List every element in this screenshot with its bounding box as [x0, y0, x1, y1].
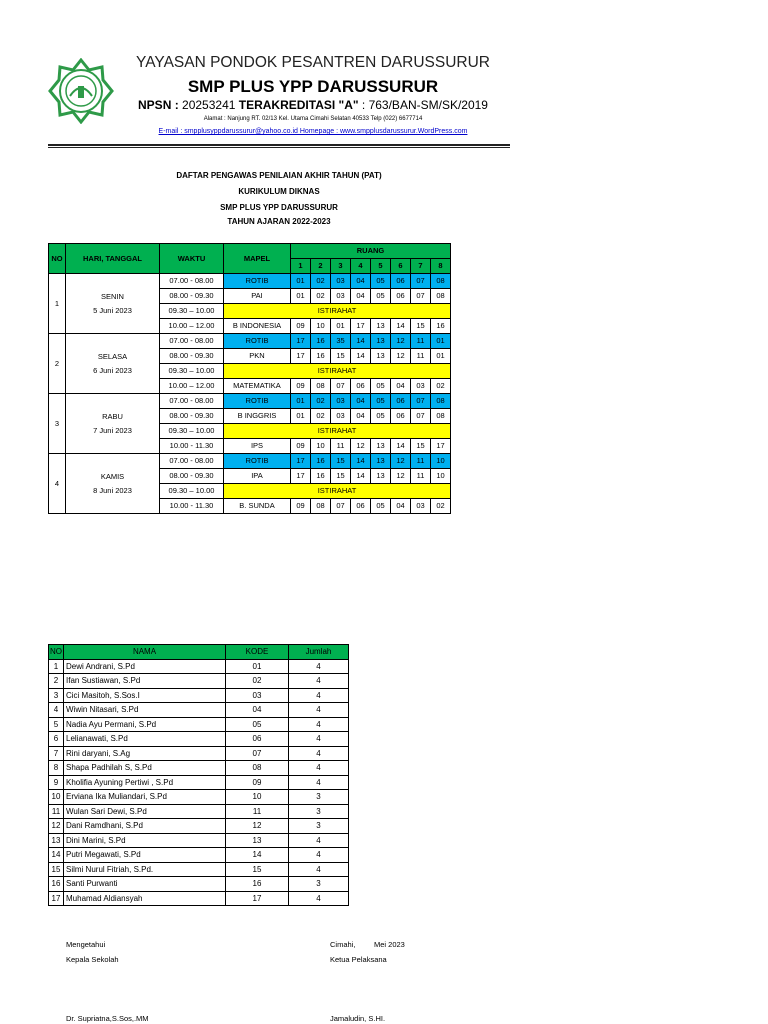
supervisor-body [49, 645, 349, 906]
supervisor-code: 11 [411, 454, 431, 469]
supervisor-code: 11 [226, 804, 289, 819]
day-date: 7 Juni 2023 [93, 425, 132, 435]
supervisor-code: 11 [411, 349, 431, 364]
supervisor-code: 04 [351, 289, 371, 304]
break-label: ISTIRAHAT [224, 364, 451, 379]
subject-name: PKN [224, 349, 291, 364]
supervisor-code: 15 [331, 454, 351, 469]
supervisor-name: Nadia Ayu Permani, S.Pd [64, 717, 226, 732]
time-slot: 07.00 - 08.00 [160, 334, 224, 349]
supervisor-name: Muhamad Aldiansyah [64, 891, 226, 906]
supervisor-code: 14 [351, 349, 371, 364]
supervisor-code: 16 [311, 469, 331, 484]
day-number: 3 [49, 394, 66, 454]
supervisor-code: 10 [226, 790, 289, 805]
supervisor-code: 06 [391, 289, 411, 304]
time-slot: 08.00 - 09.30 [160, 409, 224, 424]
schedule-row [49, 334, 451, 349]
supervisor-code: 11 [411, 469, 431, 484]
contact-links[interactable]: E-mail : smpplusyppdarussurur@yahoo.co.id Homepage : www.smpplusdarussurur.WordPress.com [158, 128, 468, 135]
supervisor-name: Rini daryani, S.Ag [64, 746, 226, 761]
supervisor-code: 04 [391, 379, 411, 394]
supervisor-code: 13 [371, 349, 391, 364]
table-row [49, 819, 349, 834]
supervisor-code: 01 [226, 659, 289, 674]
supervisor-code: 05 [371, 394, 391, 409]
supervisor-no: 2 [49, 674, 64, 689]
supervisor-code: 17 [226, 891, 289, 906]
sign-right-date: Mei 2023 [374, 940, 405, 949]
schedule-table [48, 243, 451, 514]
supervisor-code: 04 [351, 409, 371, 424]
supervisor-code: 07 [331, 379, 351, 394]
supervisor-code: 08 [226, 761, 289, 776]
supervisor-code: 17 [431, 439, 451, 454]
sup-header-code: KODE [226, 645, 289, 660]
sign-left-role: Kepala Sekolah [66, 955, 119, 964]
room-number: 4 [351, 259, 371, 274]
doc-title-line2: KURIKULUM DIKNAS [238, 187, 320, 196]
supervisor-no: 1 [49, 659, 64, 674]
supervisor-name: Putri Megawati, S.Pd [64, 848, 226, 863]
supervisor-count: 3 [289, 790, 349, 805]
supervisor-code: 06 [351, 499, 371, 514]
supervisor-code: 05 [371, 274, 391, 289]
supervisor-code: 17 [291, 454, 311, 469]
supervisor-count: 4 [289, 862, 349, 877]
supervisor-name: Lelianawati, S.Pd [64, 732, 226, 747]
header-divider [48, 144, 510, 146]
supervisor-code: 10 [431, 454, 451, 469]
supervisor-code: 16 [311, 334, 331, 349]
supervisor-no: 16 [49, 877, 64, 892]
day-date-cell [66, 274, 160, 334]
supervisor-code: 11 [411, 334, 431, 349]
sup-header-no: NO [49, 645, 64, 660]
supervisor-name: Dani Ramdhani, S.Pd [64, 819, 226, 834]
supervisor-code: 05 [371, 499, 391, 514]
break-label: ISTIRAHAT [224, 304, 451, 319]
header-no: NO [49, 244, 66, 274]
table-row [49, 804, 349, 819]
supervisor-no: 9 [49, 775, 64, 790]
supervisor-code: 12 [391, 454, 411, 469]
time-slot: 09.30 – 10.00 [160, 484, 224, 499]
schedule-row [49, 454, 451, 469]
supervisor-name: Ifan Sustiawan, S.Pd [64, 674, 226, 689]
sign-right-name: Jamaludin, S.HI. [330, 1014, 386, 1023]
supervisor-code: 16 [311, 454, 331, 469]
supervisor-no: 6 [49, 732, 64, 747]
supervisor-code: 06 [226, 732, 289, 747]
time-slot: 10.00 - 11.30 [160, 439, 224, 454]
supervisor-no: 11 [49, 804, 64, 819]
room-number: 6 [391, 259, 411, 274]
subject-name: IPS [224, 439, 291, 454]
supervisor-code: 03 [331, 274, 351, 289]
supervisor-code: 17 [291, 334, 311, 349]
time-slot: 10.00 - 11.30 [160, 499, 224, 514]
supervisor-count: 4 [289, 674, 349, 689]
supervisor-code: 02 [226, 674, 289, 689]
supervisor-code: 02 [311, 289, 331, 304]
registration-line [118, 98, 508, 112]
supervisor-code: 09 [291, 319, 311, 334]
supervisor-code: 17 [291, 349, 311, 364]
supervisor-name: Shapa Padhilah S, S.Pd [64, 761, 226, 776]
supervisor-code: 01 [431, 349, 451, 364]
room-number: 7 [411, 259, 431, 274]
supervisor-code: 08 [311, 499, 331, 514]
schedule-header-row [49, 244, 451, 259]
subject-name: IPA [224, 469, 291, 484]
subject-name: B INDONESIA [224, 319, 291, 334]
day-date: 6 Juni 2023 [93, 365, 132, 375]
time-slot: 07.00 - 08.00 [160, 454, 224, 469]
supervisor-code: 03 [331, 409, 351, 424]
supervisor-code: 01 [431, 334, 451, 349]
supervisor-code: 14 [391, 439, 411, 454]
room-number: 2 [311, 259, 331, 274]
supervisor-code: 09 [291, 439, 311, 454]
supervisor-code: 12 [391, 349, 411, 364]
supervisor-name: Cici Masitoh, S.Sos.I [64, 688, 226, 703]
table-row [49, 891, 349, 906]
sup-header-count: Jumlah [289, 645, 349, 660]
time-slot: 08.00 - 09.30 [160, 349, 224, 364]
supervisor-code: 16 [311, 349, 331, 364]
day-date-cell [66, 454, 160, 514]
supervisor-no: 13 [49, 833, 64, 848]
header-day: HARI, TANGGAL [66, 244, 160, 274]
supervisor-count: 4 [289, 746, 349, 761]
subject-name: ROTIB [224, 334, 291, 349]
time-slot: 09.30 – 10.00 [160, 304, 224, 319]
doc-title-line3: SMP PLUS YPP DARUSSURUR [220, 203, 338, 212]
supervisor-count: 4 [289, 688, 349, 703]
time-slot: 07.00 - 08.00 [160, 394, 224, 409]
supervisor-header-row [49, 645, 349, 660]
supervisor-count: 4 [289, 775, 349, 790]
supervisor-code: 12 [391, 469, 411, 484]
supervisor-code: 11 [331, 439, 351, 454]
supervisor-code: 05 [371, 289, 391, 304]
npsn-value: 20253241 [178, 98, 239, 112]
day-number: 1 [49, 274, 66, 334]
time-slot: 09.30 – 10.00 [160, 364, 224, 379]
supervisor-name: Wulan Sari Dewi, S.Pd [64, 804, 226, 819]
time-slot: 09.30 – 10.00 [160, 424, 224, 439]
table-row [49, 877, 349, 892]
supervisor-code: 03 [331, 394, 351, 409]
time-slot: 07.00 - 08.00 [160, 274, 224, 289]
subject-name: MATEMATIKA [224, 379, 291, 394]
table-row [49, 775, 349, 790]
subject-name: ROTIB [224, 454, 291, 469]
supervisor-code: 13 [371, 439, 391, 454]
day-name: RABU [102, 411, 123, 421]
supervisor-code: 07 [411, 394, 431, 409]
header-room: RUANG [291, 244, 451, 259]
supervisor-code: 09 [226, 775, 289, 790]
supervisor-code: 13 [371, 469, 391, 484]
supervisor-code: 02 [311, 409, 331, 424]
school-address: Alamat : Nanjung RT. 02/13 Kel. Utama Cimahi Selatan 40533 Telp (022) 6677714 [203, 116, 423, 122]
supervisor-code: 07 [331, 499, 351, 514]
supervisor-code: 05 [226, 717, 289, 732]
subject-name: ROTIB [224, 274, 291, 289]
day-date: 5 Juni 2023 [93, 305, 132, 315]
supervisor-code: 01 [291, 394, 311, 409]
table-row [49, 790, 349, 805]
supervisor-name: Erviana Ika Muliandari, S.Pd [64, 790, 226, 805]
room-number: 3 [331, 259, 351, 274]
header-time: WAKTU [160, 244, 224, 274]
supervisor-count: 3 [289, 877, 349, 892]
supervisor-code: 08 [431, 394, 451, 409]
supervisor-code: 06 [391, 394, 411, 409]
schedule-row [49, 394, 451, 409]
time-slot: 10.00 – 12.00 [160, 379, 224, 394]
subject-name: B. SUNDA [224, 499, 291, 514]
supervisor-count: 4 [289, 891, 349, 906]
supervisor-code: 12 [226, 819, 289, 834]
supervisor-code: 01 [291, 289, 311, 304]
supervisor-count: 4 [289, 833, 349, 848]
supervisor-no: 4 [49, 703, 64, 718]
supervisor-code: 14 [391, 319, 411, 334]
sup-header-name: NAMA [64, 645, 226, 660]
supervisor-code: 02 [311, 274, 331, 289]
supervisor-count: 4 [289, 703, 349, 718]
supervisor-code: 03 [331, 289, 351, 304]
accreditation-value: : 763/BAN-SM/SK/2019 [358, 98, 488, 112]
table-row [49, 688, 349, 703]
supervisor-name: Wiwin Nitasari, S.Pd [64, 703, 226, 718]
table-row [49, 717, 349, 732]
supervisor-code: 03 [226, 688, 289, 703]
doc-title-line4: TAHUN AJARAN 2022-2023 [227, 217, 331, 226]
supervisor-no: 12 [49, 819, 64, 834]
header-subject: MAPEL [224, 244, 291, 274]
sign-left-acknowledge: Mengetahui [66, 940, 106, 949]
supervisor-code: 08 [431, 409, 451, 424]
supervisor-code: 01 [291, 274, 311, 289]
subject-name: B INGGRIS [224, 409, 291, 424]
supervisor-code: 01 [331, 319, 351, 334]
supervisor-code: 09 [291, 379, 311, 394]
supervisor-code: 06 [391, 274, 411, 289]
table-row [49, 761, 349, 776]
room-number: 1 [291, 259, 311, 274]
supervisor-code: 10 [431, 469, 451, 484]
accreditation-label: TERAKREDITASI "A" [238, 98, 359, 112]
supervisor-code: 02 [431, 379, 451, 394]
supervisor-code: 08 [431, 274, 451, 289]
supervisor-no: 14 [49, 848, 64, 863]
doc-title-line1: DAFTAR PENGAWAS PENILAIAN AKHIR TAHUN (PAT) [176, 171, 382, 180]
supervisor-code: 17 [351, 319, 371, 334]
supervisor-code: 04 [351, 274, 371, 289]
supervisor-code: 07 [411, 274, 431, 289]
supervisor-code: 05 [371, 379, 391, 394]
supervisor-count: 3 [289, 804, 349, 819]
supervisor-code: 15 [411, 439, 431, 454]
day-date-cell [66, 334, 160, 394]
supervisor-name: Santi Purwanti [64, 877, 226, 892]
supervisor-name: Kholifia Ayuning Pertiwi , S.Pd [64, 775, 226, 790]
supervisor-no: 8 [49, 761, 64, 776]
supervisor-no: 10 [49, 790, 64, 805]
supervisor-code: 13 [371, 334, 391, 349]
schedule-body [49, 244, 451, 514]
supervisor-count: 3 [289, 819, 349, 834]
time-slot: 08.00 - 09.30 [160, 289, 224, 304]
supervisor-code: 17 [291, 469, 311, 484]
room-number: 5 [371, 259, 391, 274]
table-row [49, 848, 349, 863]
supervisor-code: 05 [371, 409, 391, 424]
day-date: 8 Juni 2023 [93, 485, 132, 495]
supervisor-no: 5 [49, 717, 64, 732]
supervisor-code: 07 [411, 409, 431, 424]
table-row [49, 659, 349, 674]
subject-name: PAI [224, 289, 291, 304]
supervisor-code: 06 [351, 379, 371, 394]
supervisor-code: 12 [351, 439, 371, 454]
supervisor-no: 7 [49, 746, 64, 761]
supervisor-code: 04 [351, 394, 371, 409]
table-row [49, 674, 349, 689]
supervisor-code: 13 [371, 319, 391, 334]
supervisor-code: 35 [331, 334, 351, 349]
supervisor-code: 04 [391, 499, 411, 514]
supervisor-code: 16 [226, 877, 289, 892]
day-date-cell [66, 394, 160, 454]
supervisor-count: 4 [289, 717, 349, 732]
time-slot: 08.00 - 09.30 [160, 469, 224, 484]
supervisor-code: 07 [226, 746, 289, 761]
sign-left-name: Dr. Supriatna,S.Sos,.MM [66, 1014, 149, 1023]
sign-right-place: Cimahi, [330, 940, 356, 949]
supervisor-code: 06 [391, 409, 411, 424]
supervisor-code: 08 [311, 379, 331, 394]
day-name: SELASA [97, 351, 128, 361]
supervisor-count: 4 [289, 761, 349, 776]
subject-name: ROTIB [224, 394, 291, 409]
supervisor-code: 04 [226, 703, 289, 718]
break-label: ISTIRAHAT [224, 424, 451, 439]
supervisor-code: 08 [431, 289, 451, 304]
npsn-label: NPSN : [138, 98, 179, 112]
table-row [49, 833, 349, 848]
table-row [49, 703, 349, 718]
supervisor-code: 14 [351, 469, 371, 484]
supervisor-code: 09 [291, 499, 311, 514]
day-number: 4 [49, 454, 66, 514]
table-row [49, 732, 349, 747]
supervisor-code: 14 [226, 848, 289, 863]
supervisor-code: 07 [411, 289, 431, 304]
supervisor-count: 4 [289, 732, 349, 747]
supervisor-table [48, 644, 349, 906]
supervisor-code: 13 [371, 454, 391, 469]
supervisor-no: 15 [49, 862, 64, 877]
supervisor-name: Dini Marini, S.Pd [64, 833, 226, 848]
supervisor-code: 14 [351, 334, 371, 349]
supervisor-code: 03 [411, 379, 431, 394]
supervisor-code: 15 [411, 319, 431, 334]
sign-right-role: Ketua Pelaksana [330, 955, 387, 964]
break-label: ISTIRAHAT [224, 484, 451, 499]
supervisor-code: 15 [331, 349, 351, 364]
supervisor-code: 03 [411, 499, 431, 514]
room-number: 8 [431, 259, 451, 274]
supervisor-code: 10 [311, 439, 331, 454]
foundation-name: YAYASAN PONDOK PESANTREN DARUSSURUR [136, 54, 490, 71]
supervisor-name: Dewi Andrani, S.Pd [64, 659, 226, 674]
table-row [49, 862, 349, 877]
supervisor-code: 02 [431, 499, 451, 514]
supervisor-count: 4 [289, 848, 349, 863]
table-row [49, 746, 349, 761]
supervisor-code: 01 [291, 409, 311, 424]
day-number: 2 [49, 334, 66, 394]
day-name: SENIN [101, 291, 124, 301]
supervisor-code: 10 [311, 319, 331, 334]
supervisor-code: 14 [351, 454, 371, 469]
header-divider-thin [48, 147, 510, 148]
school-logo-icon [48, 58, 114, 124]
supervisor-code: 12 [391, 334, 411, 349]
supervisor-count: 4 [289, 659, 349, 674]
day-name: KAMIS [100, 471, 125, 481]
supervisor-code: 13 [226, 833, 289, 848]
supervisor-name: Silmi Nurul Fitriah, S.Pd. [64, 862, 226, 877]
schedule-row [49, 274, 451, 289]
supervisor-no: 17 [49, 891, 64, 906]
supervisor-code: 02 [311, 394, 331, 409]
supervisor-code: 15 [226, 862, 289, 877]
time-slot: 10.00 – 12.00 [160, 319, 224, 334]
supervisor-code: 15 [331, 469, 351, 484]
school-name: SMP PLUS YPP DARUSSURUR [187, 77, 439, 96]
supervisor-no: 3 [49, 688, 64, 703]
supervisor-code: 16 [431, 319, 451, 334]
